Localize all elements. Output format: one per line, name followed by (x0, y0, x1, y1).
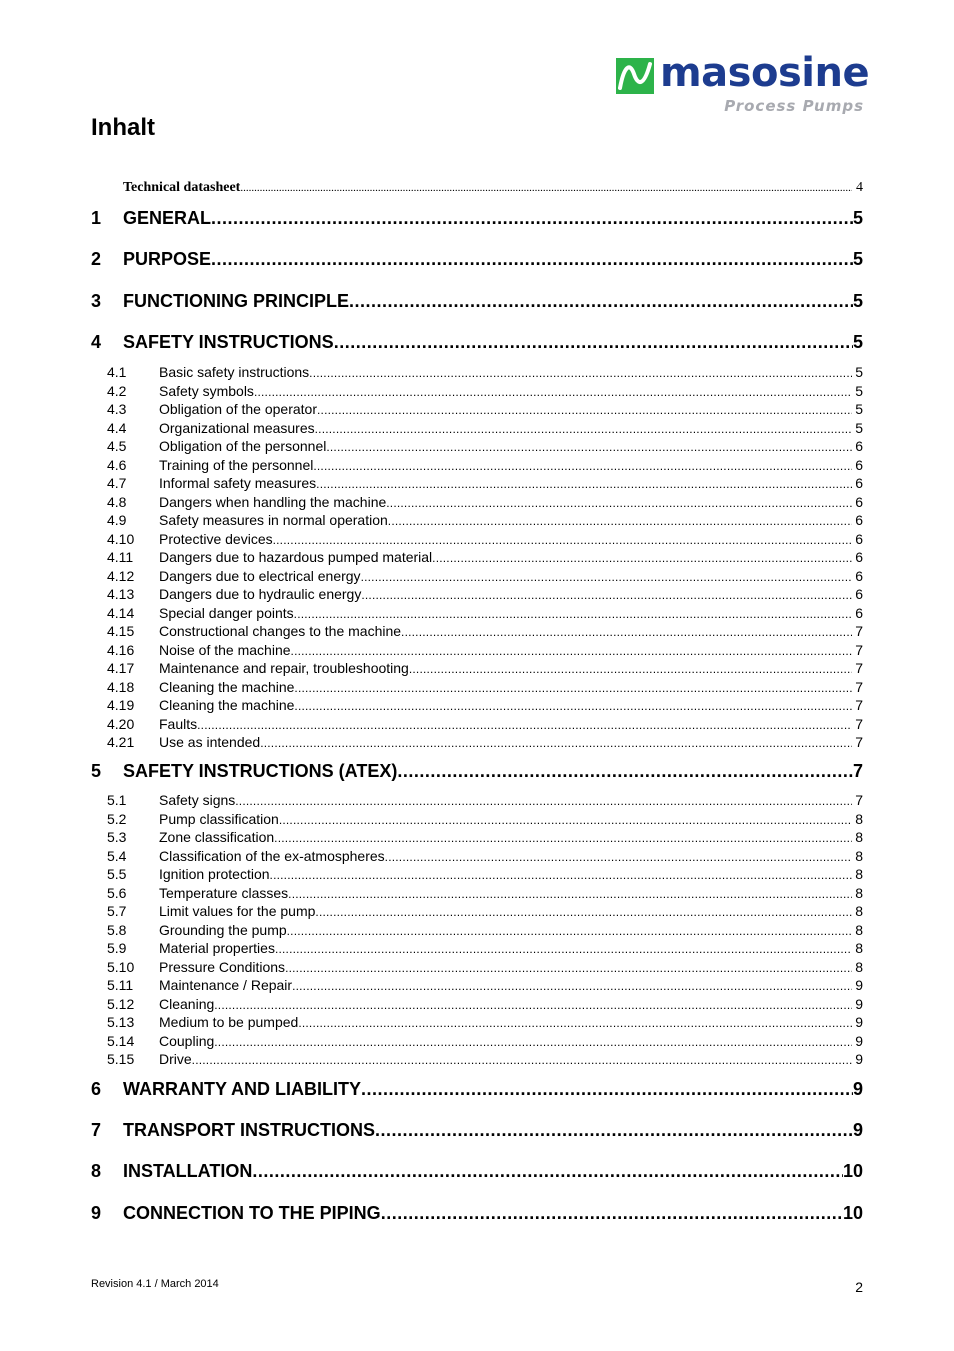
toc-entry-page: 6 (855, 605, 863, 621)
toc-subsection-5-9[interactable] (91, 940, 863, 956)
toc-entry-page: 5 (852, 249, 863, 269)
toc-section-9[interactable] (91, 1203, 863, 1224)
toc-entry-label: Cleaning the machine (159, 679, 295, 695)
toc-entry-label: Technical datasheet (123, 180, 241, 195)
toc-entry-number: 4.3 (107, 401, 127, 417)
toc-entry-page: 6 (855, 457, 863, 473)
toc-leader-dots (235, 794, 852, 808)
toc-entry-number: 4.8 (107, 494, 127, 510)
toc-entry-number: 5.11 (107, 977, 134, 993)
toc-leader-dots (349, 291, 853, 312)
toc-entry-label: Maintenance / Repair (159, 977, 293, 993)
toc-entry-number: 5.10 (107, 959, 135, 975)
toc-entry-page: 9 (852, 1079, 863, 1099)
toc-entry-label: Medium to be pumped (159, 1014, 299, 1030)
toc-entry-page: 9 (852, 1120, 863, 1140)
toc-entry-page: 8 (855, 866, 863, 882)
toc-entry-label: Obligation of the personnel (159, 438, 327, 454)
toc-entry-label: Zone classification (159, 829, 275, 845)
toc-entry-page: 7 (852, 761, 863, 781)
toc-subsection-4-9[interactable] (91, 512, 863, 528)
toc-subsection-4-6[interactable] (91, 457, 863, 473)
toc-entry-label: Noise of the machine (159, 642, 291, 658)
toc-entry-number: 5.7 (107, 903, 127, 919)
toc-subsection-5-11[interactable] (91, 977, 863, 993)
toc-entry-number: 4.21 (107, 734, 135, 750)
toc-leader-dots (274, 831, 852, 845)
toc-entry-page: 6 (855, 568, 863, 584)
toc-leader-dots (292, 979, 852, 993)
toc-subsection-4-1[interactable] (91, 364, 863, 380)
toc-subsection-5-3[interactable] (91, 829, 863, 845)
toc-leader-dots (270, 868, 853, 882)
toc-entry-number: 5.1 (107, 792, 127, 808)
toc-entry-page: 10 (842, 1161, 863, 1181)
toc-entry-label: Grounding the pump (159, 922, 287, 938)
toc-leader-dots (315, 905, 852, 919)
toc-entry-number: 3 (91, 291, 102, 311)
toc-entry-label: Maintenance and repair, troubleshooting (159, 660, 409, 676)
toc-entry-label: Pump classification (159, 811, 279, 827)
toc-entry-page: 8 (855, 829, 863, 845)
toc-leader-dots (298, 1016, 852, 1030)
toc-entry-number: 8 (91, 1161, 102, 1181)
toc-entry-page: 9 (855, 1051, 863, 1067)
toc-leader-dots (260, 736, 852, 750)
toc-entry-number: 4.14 (107, 605, 135, 621)
toc-leader-dots (214, 998, 852, 1012)
toc-subsection-4-10[interactable] (91, 531, 863, 547)
toc-entry-page: 4 (856, 180, 863, 195)
toc-leader-dots (401, 625, 852, 639)
toc-subsection-5-1[interactable] (91, 792, 863, 808)
toc-leader-dots (388, 514, 852, 528)
toc-entry-number: 4.1 (107, 364, 127, 380)
toc-leader-dots (294, 607, 853, 621)
toc-entry-page: 7 (855, 697, 863, 713)
toc-entry-label: Organizational measures (159, 420, 315, 436)
toc-entry-label: Classification of the ex-atmospheres (159, 848, 385, 864)
toc-subsection-5-2[interactable] (91, 811, 863, 827)
toc-entry-number: 9 (91, 1203, 102, 1223)
toc-entry-number: 1 (91, 208, 102, 228)
toc-entry-page: 6 (855, 531, 863, 547)
toc-leader-dots (273, 533, 853, 547)
toc-entry-number: 4.6 (107, 457, 127, 473)
toc-entry-label: Informal safety measures (159, 475, 317, 491)
toc-entry-page: 9 (855, 1014, 863, 1030)
toc-entry-page: 9 (855, 1033, 863, 1049)
toc-entry-page: 6 (855, 586, 863, 602)
toc-subsection-4-20[interactable] (91, 716, 863, 732)
toc-section-2[interactable] (91, 249, 863, 270)
toc-subsection-4-18[interactable] (91, 679, 863, 695)
toc-leader-dots (313, 459, 852, 473)
toc-entry-page: 5 (855, 383, 863, 399)
toc-subsection-5-10[interactable] (91, 959, 863, 975)
toc-entry-number: 4.20 (107, 716, 135, 732)
toc-subsection-4-3[interactable] (91, 401, 863, 417)
toc-entry-label: GENERAL (123, 208, 212, 228)
toc-entry-number: 5.3 (107, 829, 127, 845)
toc-subsection-4-21[interactable] (91, 734, 863, 750)
toc-entry-label: Basic safety instructions (159, 364, 310, 380)
toc-entry-label: Safety symbols (159, 383, 254, 399)
toc-subsection-4-11[interactable] (91, 549, 863, 565)
toc-entry-number: 5 (91, 761, 102, 781)
toc-entry-number: 4 (91, 332, 102, 352)
toc-entry-number: 4.15 (107, 623, 135, 639)
toc-entry-page: 7 (855, 716, 863, 732)
toc-leader-dots (361, 1079, 853, 1100)
toc-entry-label: Limit values for the pump (159, 903, 316, 919)
toc-leader-dots (291, 644, 853, 658)
toc-subsection-5-6[interactable] (91, 885, 863, 901)
toc-entry-number: 5.2 (107, 811, 127, 827)
toc-section-1[interactable] (91, 208, 863, 229)
toc-subsection-5-15[interactable] (91, 1051, 863, 1067)
toc-section-6[interactable] (91, 1079, 863, 1100)
toc-entry-number: 4.19 (107, 697, 135, 713)
toc-entry-label: Coupling (159, 1033, 215, 1049)
toc-entry-label: INSTALLATION (123, 1161, 253, 1181)
toc-entry-number: 4.10 (107, 531, 135, 547)
toc-leader-dots (285, 961, 852, 975)
toc-subsection-5-13[interactable] (91, 1014, 863, 1030)
toc-entry-page: 8 (855, 940, 863, 956)
toc-leader-dots (197, 718, 852, 732)
toc-entry-label: Constructional changes to the machine (159, 623, 402, 639)
toc-leader-dots (288, 887, 852, 901)
toc-leader-dots (275, 942, 852, 956)
toc-entry-number: 4.5 (107, 438, 127, 454)
toc-subsection-4-8[interactable] (91, 494, 863, 510)
toc-subsection-4-13[interactable] (91, 586, 863, 602)
toc-entry-label: WARRANTY AND LIABILITY (123, 1079, 361, 1099)
toc-leader-dots (409, 662, 852, 676)
toc-entry-number: 5.9 (107, 940, 127, 956)
logo-tagline: Process Pumps (724, 97, 864, 115)
toc-subsection-5-8[interactable] (91, 922, 863, 938)
toc-subsection-4-19[interactable] (91, 697, 863, 713)
toc-entry-page: 8 (855, 922, 863, 938)
toc-entry-label: CONNECTION TO THE PIPING (123, 1203, 381, 1223)
toc-subsection-4-5[interactable] (91, 438, 863, 454)
toc-entry-label: SAFETY INSTRUCTIONS (123, 332, 334, 352)
toc-entry-number: 4.12 (107, 568, 135, 584)
toc-leader-dots (309, 366, 852, 380)
toc-entry-label: Safety signs (159, 792, 236, 808)
toc-subsection-5-4[interactable] (91, 848, 863, 864)
toc-entry-number: 5.13 (107, 1014, 135, 1030)
toc-entry-number: 5.14 (107, 1033, 135, 1049)
toc-entry-number: 4.16 (107, 642, 135, 658)
toc-subsection-5-7[interactable] (91, 903, 863, 919)
toc-subsection-4-7[interactable] (91, 475, 863, 491)
toc-entry-page: 5 (855, 364, 863, 380)
toc-entry-number: 4.7 (107, 475, 127, 491)
toc-leader-dots (361, 588, 852, 602)
toc-entry-number: 4.17 (107, 660, 135, 676)
toc-entry-label: Dangers due to hydraulic energy (159, 586, 362, 602)
toc-entry-page: 6 (855, 438, 863, 454)
toc-entry-number: 2 (91, 249, 102, 269)
page-title: Inhalt (91, 114, 155, 141)
toc-entry-page: 5 (852, 291, 863, 311)
toc-entry-number: 5.8 (107, 922, 127, 938)
toc-entry-page: 8 (855, 885, 863, 901)
toc-entry-label: Dangers due to hazardous pumped material (159, 549, 433, 565)
toc-leader-dots (294, 681, 852, 695)
toc-entry-page: 10 (842, 1203, 863, 1223)
toc-entry-page: 6 (855, 549, 863, 565)
toc-entry-number: 6 (91, 1079, 102, 1099)
toc-leader-dots (361, 570, 853, 584)
toc-entry-page: 8 (855, 903, 863, 919)
toc-entry-page: 8 (855, 848, 863, 864)
toc-entry-number: 7 (91, 1120, 102, 1140)
toc-leader-dots (211, 208, 853, 229)
toc-entry-number: 5.5 (107, 866, 127, 882)
toc-entry-number: 4.4 (107, 420, 127, 436)
toc-leader-dots (214, 1035, 852, 1049)
toc-entry-label: Dangers when handling the machine (159, 494, 387, 510)
toc-entry-label: SAFETY INSTRUCTIONS (ATEX) (123, 761, 398, 781)
toc-entry-technical-datasheet[interactable] (91, 180, 863, 196)
toc-leader-dots (294, 699, 852, 713)
toc-leader-dots (326, 440, 852, 454)
toc-entry-label: Faults (159, 716, 198, 732)
toc-entry-page: 5 (852, 208, 863, 228)
toc-entry-label: Dangers due to electrical energy (159, 568, 361, 584)
toc-entry-page: 7 (855, 734, 863, 750)
toc-entry-label: Ignition protection (159, 866, 270, 882)
toc-leader-dots (334, 332, 853, 353)
toc-entry-label: Training of the personnel (159, 457, 314, 473)
toc-leader-dots (287, 924, 853, 938)
toc-subsection-4-2[interactable] (91, 383, 863, 399)
toc-section-7[interactable] (91, 1120, 863, 1141)
toc-entry-label: Use as intended (159, 734, 261, 750)
toc-entry-page: 7 (855, 642, 863, 658)
toc-subsection-4-4[interactable] (91, 420, 863, 436)
toc-entry-page: 8 (855, 811, 863, 827)
toc-entry-page: 7 (855, 679, 863, 695)
toc-entry-number: 4.11 (107, 549, 134, 565)
toc-subsection-4-17[interactable] (91, 660, 863, 676)
toc-leader-dots (240, 182, 852, 194)
toc-leader-dots (381, 1203, 843, 1224)
toc-leader-dots (385, 850, 853, 864)
toc-entry-page: 7 (855, 623, 863, 639)
toc-subsection-4-15[interactable] (91, 623, 863, 639)
toc-leader-dots (317, 403, 852, 417)
toc-entry-label: Protective devices (159, 531, 273, 547)
page-number: 2 (855, 1279, 863, 1295)
toc-leader-dots (211, 249, 853, 270)
toc-leader-dots (254, 385, 852, 399)
toc-subsection-4-14[interactable] (91, 605, 863, 621)
toc-entry-number: 4.9 (107, 512, 127, 528)
toc-entry-number: 4.2 (107, 383, 127, 399)
toc-entry-page: 5 (855, 401, 863, 417)
toc-leader-dots (386, 496, 852, 510)
toc-entry-label: TRANSPORT INSTRUCTIONS (123, 1120, 375, 1140)
toc-entry-page: 9 (855, 977, 863, 993)
toc-entry-label: Obligation of the operator (159, 401, 317, 417)
toc-leader-dots (397, 761, 853, 782)
toc-subsection-4-12[interactable] (91, 568, 863, 584)
toc-entry-number: 5.6 (107, 885, 127, 901)
toc-entry-page: 7 (855, 792, 863, 808)
toc-leader-dots (315, 422, 853, 436)
toc-entry-number: 4.18 (107, 679, 135, 695)
toc-leader-dots (316, 477, 852, 491)
toc-section-8[interactable] (91, 1161, 863, 1182)
toc-entry-label: FUNCTIONING PRINCIPLE (123, 291, 350, 311)
toc-section-5[interactable] (91, 761, 863, 782)
toc-leader-dots (279, 813, 852, 827)
toc-subsection-5-12[interactable] (91, 996, 863, 1012)
toc-leader-dots (192, 1053, 853, 1067)
toc-entry-number: 5.15 (107, 1051, 135, 1067)
toc-entry-label: Material properties (159, 940, 275, 956)
toc-entry-label: PURPOSE (123, 249, 212, 269)
toc-subsection-4-16[interactable] (91, 642, 863, 658)
toc-entry-label: Special danger points (159, 605, 294, 621)
toc-entry-page: 6 (855, 475, 863, 491)
toc-entry-label: Drive (159, 1051, 192, 1067)
toc-leader-dots (432, 551, 852, 565)
toc-entry-page: 6 (855, 494, 863, 510)
logo-brand-text: masosine (660, 50, 870, 96)
toc-entry-label: Temperature classes (159, 885, 289, 901)
revision-note: Revision 4.1 / March 2014 (91, 1278, 219, 1290)
toc-subsection-5-5[interactable] (91, 866, 863, 882)
toc-subsection-5-14[interactable] (91, 1033, 863, 1049)
toc-leader-dots (252, 1161, 843, 1182)
toc-leader-dots (375, 1120, 853, 1141)
toc-section-3[interactable] (91, 291, 863, 312)
toc-entry-number: 5.4 (107, 848, 127, 864)
toc-entry-label: Pressure Conditions (159, 959, 286, 975)
toc-entry-page: 8 (855, 959, 863, 975)
toc-entry-label: Cleaning (159, 996, 215, 1012)
toc-entry-label: Cleaning the machine (159, 697, 295, 713)
toc-entry-page: 7 (855, 660, 863, 676)
toc-entry-page: 5 (855, 420, 863, 436)
toc-entry-label: Safety measures in normal operation (159, 512, 388, 528)
toc-entry-page: 6 (855, 512, 863, 528)
toc-entry-page: 9 (855, 996, 863, 1012)
toc-entry-number: 4.13 (107, 586, 135, 602)
toc-entry-page: 5 (852, 332, 863, 352)
toc-entry-number: 5.12 (107, 996, 135, 1012)
toc-section-4[interactable] (91, 332, 863, 353)
